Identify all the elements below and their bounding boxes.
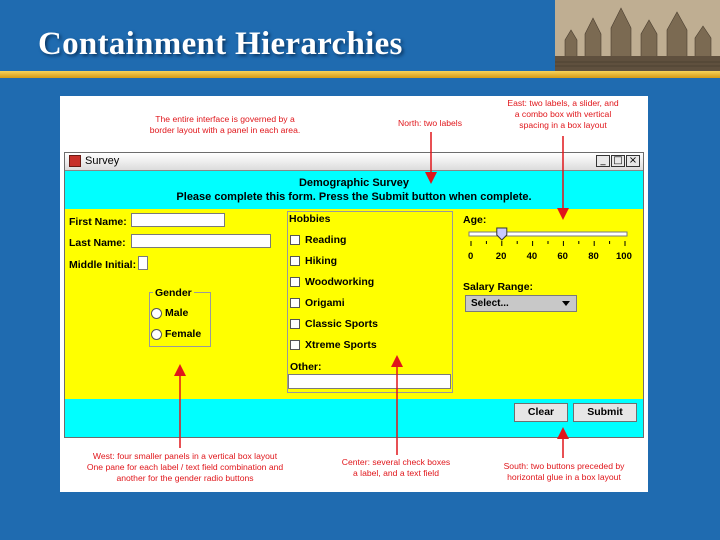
salary-range-label: Salary Range: [463,281,534,293]
xtreme-sports-label[interactable]: Xtreme Sports [305,339,377,351]
annotation-line: a combo box with vertical [514,109,612,119]
hiking-label[interactable]: Hiking [305,255,338,267]
annotation-line: another for the gender radio buttons [116,473,254,483]
annotation-line: spacing in a box layout [519,120,607,130]
submit-button[interactable]: Submit [573,403,637,422]
slider-tick-label: 80 [588,251,599,262]
salary-range-selected: Select... [471,298,509,309]
maximize-icon[interactable]: □ [611,155,625,167]
window-title: Survey [85,155,120,167]
slider-tick-label: 0 [468,251,474,262]
slider-tick-label: 40 [526,251,538,262]
slider-tick-label: 20 [495,251,507,262]
last-name-label: Last Name: [69,237,126,249]
annotation-line: horizontal glue in a box layout [507,472,621,482]
origami-label[interactable]: Origami [305,297,345,309]
annotation-line: North: two labels [397,118,462,128]
middle-initial-label: Middle Initial: [69,259,137,271]
woodworking-label[interactable]: Woodworking [305,276,375,288]
minimize-icon[interactable]: _ [596,155,610,167]
survey-heading: Demographic Survey [298,177,410,189]
slider-tick-label: 100 [616,251,632,262]
hobbies-title: Hobbies [289,213,331,225]
annotation-line: The entire interface is governed by a [155,114,295,124]
annotation-line: West: four smaller panels in a vertical box layout [92,451,278,461]
other-label: Other: [290,361,322,373]
gender-group-title: Gender [155,287,192,299]
annotation-line: East: two labels, a slider, and [507,98,619,108]
annotation-line: a label, and a text field [353,468,439,478]
first-name-label: First Name: [69,216,127,228]
clear-button[interactable]: Clear [514,403,568,422]
slide-title: Containment Hierarchies [38,26,403,62]
reading-label[interactable]: Reading [305,234,347,246]
annotation-line: South: two buttons preceded by [503,461,625,471]
annotation-line: Center: several check boxes [341,457,451,467]
survey-instructions: Please complete this form. Press the Submit button when complete. [176,191,532,203]
female-radio-label[interactable]: Female [165,328,202,340]
annotation-line: border layout with a panel in each area. [149,125,301,135]
classic-sports-label[interactable]: Classic Sports [305,318,378,330]
close-icon[interactable]: × [626,155,640,167]
male-radio-label[interactable]: Male [165,307,189,319]
slider-tick-label: 60 [557,251,568,262]
annotation-line: One pane for each label / text field combination and [86,462,284,472]
age-label: Age: [463,214,487,226]
